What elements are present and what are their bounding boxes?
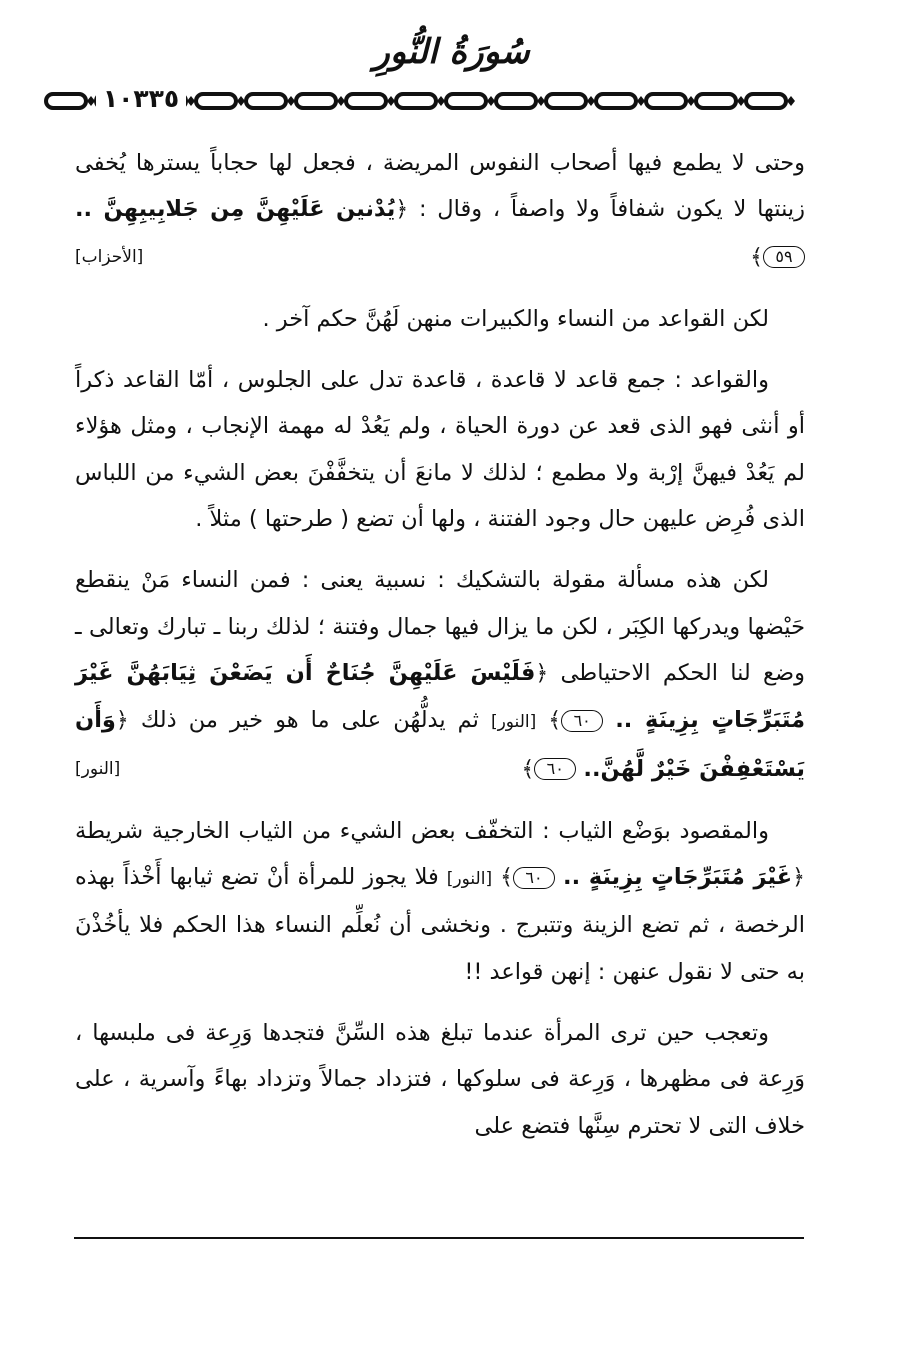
paragraph <box>75 357 805 542</box>
chain-diamond <box>737 96 745 106</box>
sura-reference: [النور] <box>75 758 121 779</box>
paragraph <box>75 808 805 995</box>
chain-link <box>196 94 236 108</box>
ayah-number: ٥٩ <box>763 246 805 268</box>
chain-link <box>496 94 536 108</box>
paragraph <box>75 557 805 792</box>
chain-link <box>346 94 386 108</box>
quran-verse: يُدْنين عَلَيْهِنَّ مِن جَلابِيبِهِنَّ .. <box>75 196 396 223</box>
chain-diamond <box>87 96 95 106</box>
ayah-number: ٦٠ <box>561 710 603 732</box>
chain-diamond <box>487 96 495 106</box>
paragraph-text: ثم يدلُّهُن على ما هو خير من ذلك <box>140 707 479 734</box>
quran-close-bracket: ﴾ <box>750 244 763 270</box>
chain-link <box>46 94 86 108</box>
paragraph <box>75 1010 805 1149</box>
paragraph <box>75 140 805 281</box>
quran-close-bracket: ﴾ <box>521 756 535 782</box>
quran-open-bracket: ﴿ <box>115 708 129 734</box>
chain-diamond <box>537 96 545 106</box>
chain-diamond <box>437 96 445 106</box>
quran-verse: فَلَيْسَ عَلَيْهِنَّ جُنَاحٌ أَن يَضَعْنَ ثِيَابَهُنَّ غَيْرَ مُتَبَرِّجَاتٍ بِزِينَةٍ .. <box>75 659 806 734</box>
quran-open-bracket: ﴿ <box>792 865 805 891</box>
chain-diamond <box>587 96 595 106</box>
chain-link <box>296 94 336 108</box>
paragraph-text: وحتى لا يطمع فيها أصحاب النفوس المريضة ، فجعل لها حجاباً يسترها يُخفى زينتها لا يكون شفافاً ولا واصفاً ، وقال : <box>75 150 806 223</box>
chain-diamond <box>187 96 195 106</box>
quran-close-bracket: ﴾ <box>500 865 514 891</box>
quran-verse: غَيْرَ مُتَبَرِّجَاتٍ بِزِينَةٍ .. <box>563 864 793 891</box>
chain-link <box>446 94 486 108</box>
chain-link <box>246 94 286 108</box>
paragraph-text: فلا يجوز للمرأة أنْ تضع ثيابها أَخْذاً بهذه الرخصة ، ثم تضع الزينة وتتبرج . ونخشى أن نُعلِّم النساء هذا الحكم فلا يأخُذْنَ به حتى لا نقول عنهن : إنهن قواعد !! <box>75 864 805 985</box>
paragraph-text: والمقصود بوَضْع الثياب : التخفّف بعض الشيء من الثياب الخارجية شريطة <box>75 817 769 844</box>
sura-reference: [النور] <box>446 869 493 890</box>
paragraph-text: وتعجب حين ترى المرأة عندما تبلغ هذه السِّنَّ فتجدها وَرِعة فى ملبسها ، وَرِعة فى مظهرها ، وَرِعة فى سلوكها ، فتزداد جمالاً وتزداد بهاءً وآسرية ، على خلاف التى لا تحترم سِنَّها فتضع على <box>75 1020 805 1139</box>
paragraph-text: لكن القواعد من النساء والكبيرات منهن لَهُنَّ حكم آخر . <box>262 305 769 332</box>
chain-link <box>546 94 586 108</box>
chain-diamond <box>287 96 295 106</box>
paragraph <box>75 296 805 342</box>
paragraph-text: والقواعد : جمع قاعد لا قاعدة ، قاعدة تدل على الجلوس ، أمّا القاعد ذكراً أو أنثى فهو الذى قعد عن دورة الحياة ، ولم يَعُدْ له مهمة الإنجاب ، ومثل هؤلاء لم يَعُدْ فيهنَّ إرْبة ولا مطمع ؛ لذلك لا مانعَ أن يتخفَّفْنَ بعض الشيء من اللباس الذى فُرِض عليهن حال وجود الفتنة ، ولها أن تضع ( طرحتها ) مثلاً . <box>75 367 805 533</box>
chain-diamond <box>237 96 245 106</box>
paragraph-text: لكن هذه مسألة مقولة بالتشكيك : نسبية يعنى : فمن النساء مَنْ ينقطع حَيْضها ويدركها الكِبَر ، لكن ما يزال فيها جمال وفتنة ؛ لذلك ربنا ـ تبارك وتعالى ـ وضع لنا الحكم الاحتياطى <box>75 567 805 686</box>
sura-reference: [النور] <box>490 712 537 733</box>
chain-link <box>696 94 736 108</box>
chain-link <box>596 94 636 108</box>
page-number: ١٠٣٣٥ <box>96 84 186 114</box>
chain-link <box>396 94 436 108</box>
chain-link <box>746 94 786 108</box>
footer-divider <box>74 1237 804 1239</box>
ayah-number: ٦٠ <box>534 758 576 780</box>
chain-diamond <box>687 96 695 106</box>
quran-open-bracket: ﴿ <box>395 197 409 223</box>
chain-diamond <box>637 96 645 106</box>
quran-close-bracket: ﴾ <box>548 708 562 734</box>
quran-verse: وَأَن يَسْتَعْفِفْنَ خَيْرٌ لَّهُنَّ.. <box>75 707 805 782</box>
chain-diamond <box>787 96 795 106</box>
text-body <box>75 140 805 1164</box>
sura-title: سُورَةُ النُّورِ <box>373 32 530 72</box>
chain-diamond <box>387 96 395 106</box>
chain-link <box>646 94 686 108</box>
chain-diamond <box>337 96 345 106</box>
quran-open-bracket: ﴿ <box>535 660 549 686</box>
ayah-number: ٦٠ <box>513 867 555 889</box>
sura-reference: [الأحزاب] <box>75 246 144 267</box>
